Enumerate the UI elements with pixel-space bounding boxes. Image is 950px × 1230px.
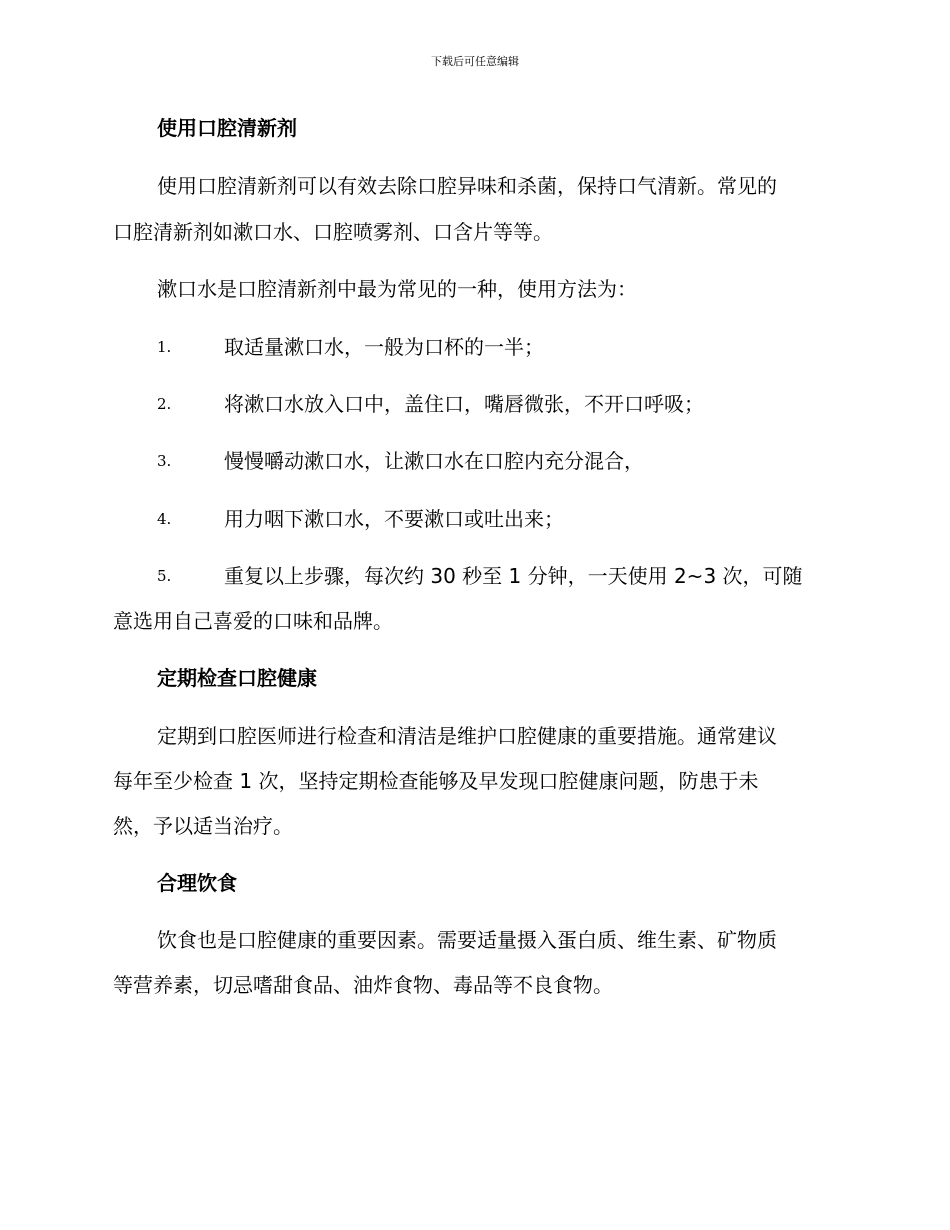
list-item-number: 2. — [157, 395, 172, 413]
list-item-number: 3. — [157, 452, 172, 470]
list-item-text: 将漱口水放入口中，盖住口，嘴唇微张，不开口呼吸； — [224, 392, 704, 416]
list-item-text: 取适量漱口水，一般为口杯的一半； — [224, 335, 544, 359]
page-header: 下载后可任意编辑 — [431, 55, 519, 68]
paragraph-line: 口腔清新剂如漱口水、口腔喷雾剂、口含片等等。 — [113, 220, 553, 244]
list-item-number: 5. — [157, 567, 172, 585]
list-item-number: 1. — [157, 338, 172, 356]
paragraph-line: 每年至少检查 1 次，坚持定期检查能够及早发现口腔健康问题，防患于未 — [113, 769, 759, 793]
section-heading: 定期检查口腔健康 — [157, 666, 317, 690]
paragraph-line: 饮食也是口腔健康的重要因素。需要适量摄入蛋白质、维生素、矿物质 — [157, 928, 777, 952]
list-item-text: 慢慢嚼动漱口水，让漱口水在口腔内充分混合， — [224, 449, 644, 473]
paragraph-line: 定期到口腔医师进行检查和清洁是维护口腔健康的重要措施。通常建议 — [157, 724, 777, 748]
paragraph-line: 然，予以适当治疗。 — [113, 814, 293, 838]
section-heading: 使用口腔清新剂 — [157, 116, 297, 140]
list-item-number: 4. — [157, 510, 172, 528]
list-item-text: 重复以上步骤，每次约 30 秒至 1 分钟，一天使用 2~3 次，可随 — [224, 564, 803, 588]
list-item-continuation: 意选用自己喜爱的口味和品牌。 — [113, 609, 393, 633]
section-heading: 合理饮食 — [157, 871, 237, 895]
list-item-text: 用力咽下漱口水，不要漱口或吐出来； — [224, 507, 564, 531]
paragraph-line: 等营养素，切忌嗜甜食品、油炸食物、毒品等不良食物。 — [113, 973, 613, 997]
paragraph-line: 使用口腔清新剂可以有效去除口腔异味和杀菌，保持口气清新。常见的 — [157, 174, 777, 198]
paragraph-line: 漱口水是口腔清新剂中最为常见的一种，使用方法为： — [157, 277, 637, 301]
